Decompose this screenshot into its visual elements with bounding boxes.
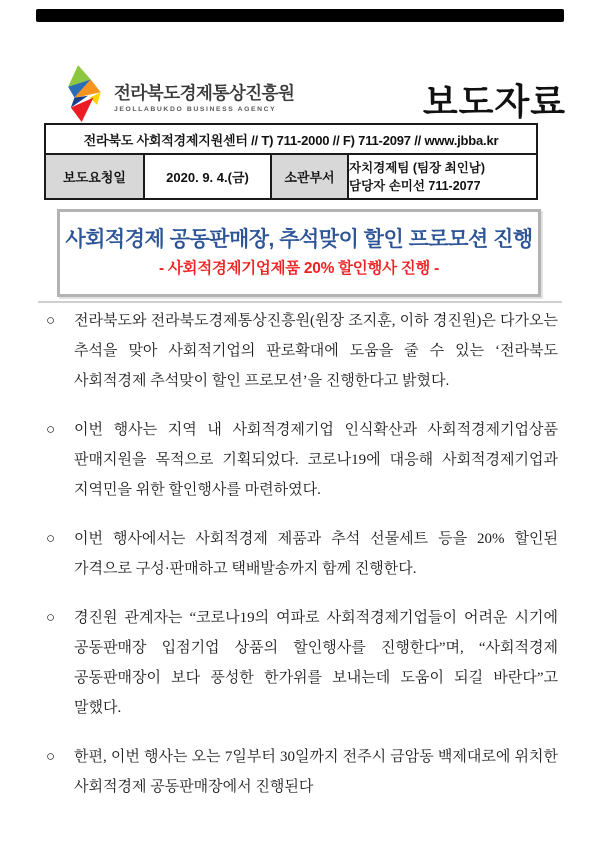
paragraph-text: 경진원 관계자는 “코로나19의 여파로 사회적경제기업들이 어려운 시기에 공동판매장 입점기업 상품의 할인행사를 진행한다”며, “사회적경제 공동판매장이 보다 풍성한 한가위를 보내는데 도움이 되길 바란다”고 말했다. (74, 610, 558, 716)
bullet-circle-icon: ○ (46, 531, 56, 547)
agency-logo-text (114, 83, 294, 115)
agency-logo (60, 64, 294, 124)
press-info-table (44, 123, 538, 200)
contact-line-cell: 전라북도 사회적경제지원센터 // T) 711-2000 // F) 711-2097 // www.jbba.kr (45, 124, 537, 154)
body-paragraph-1 (40, 306, 558, 396)
agency-name-en: JEOLLABUKDO BUSINESS AGENCY (114, 106, 277, 113)
paragraph-text: 한편, 이번 행사는 오는 7일부터 30일까지 전주시 금암동 백제대로에 위치한 사회적경제 공동판매장에서 진행된다 (74, 749, 558, 795)
request-date-label: 보도요청일 (45, 154, 144, 199)
bullet-circle-icon: ○ (46, 610, 56, 626)
headline-title: 사회적경제 공동판매장, 추석맞이 할인 프로모션 진행 (65, 227, 533, 251)
document-type-title: 보도자료 (422, 81, 566, 122)
bullet-circle-icon: ○ (46, 313, 56, 329)
agency-logo-mark-icon (60, 64, 107, 124)
bullet-circle-icon: ○ (46, 422, 56, 438)
request-date-value: 2020. 9. 4.(금) (144, 154, 271, 199)
paragraph-text: 전라북도와 전라북도경제통상진흥원(원장 조지훈, 이하 경진원)은 다가오는 추석을 맞아 사회적기업의 판로확대에 도움을 줄 수 있는 ‘전라북도 사회적경제 추석맞이 할인 프로모션’을 진행한다고 밝혔다. (74, 313, 558, 389)
headline-subtitle: - 사회적경제기업제품 20% 할인행사 진행 - (159, 259, 439, 277)
body-paragraph-4 (40, 603, 558, 723)
table-row-details (45, 154, 537, 199)
department-contact-cell (348, 154, 537, 199)
body-paragraph-2 (40, 415, 558, 505)
body-paragraph-3 (40, 524, 558, 584)
table-row-contact (45, 124, 537, 154)
department-manager-line: 담당자 손미선 711-2077 (349, 178, 481, 193)
headline-box (57, 209, 541, 297)
bullet-circle-icon: ○ (46, 749, 56, 765)
agency-name-kr: 전라북도경제통상진흥원 (114, 83, 295, 103)
body-paragraph-5 (40, 742, 558, 802)
press-release-body (40, 306, 558, 821)
top-black-rule (36, 9, 564, 22)
headline-divider (38, 301, 562, 303)
department-team-line: 자치경제팀 (팀장 최인남) (349, 160, 486, 175)
paragraph-text: 이번 행사는 지역 내 사회적경제기업 인식확산과 사회적경제기업상품 판매지원을 목적으로 기획되었다. 코로나19에 대응해 사회적경제기업과 지역민을 위한 할인행사를 마련하였다. (74, 422, 558, 498)
department-label: 소관부서 (271, 154, 348, 199)
paragraph-text: 이번 행사에서는 사회적경제 제품과 추석 선물세트 등을 20% 할인된 가격으로 구성·판매하고 택배발송까지 함께 진행한다. (74, 531, 558, 577)
